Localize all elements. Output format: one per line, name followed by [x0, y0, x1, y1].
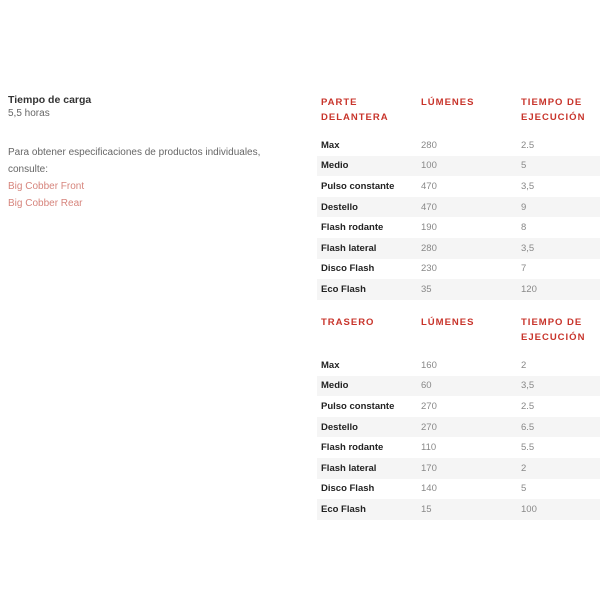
mode-name: Max: [321, 139, 340, 151]
header-run-time: TIEMPO DE EJECUCIÓN: [521, 317, 586, 343]
link-big-cobber-front[interactable]: Big Cobber Front: [8, 181, 85, 192]
lumens-value: 35: [421, 283, 432, 295]
runtime-value: 5: [521, 483, 527, 495]
header-run-time: TIEMPO DE EJECUCIÓN: [521, 97, 586, 123]
lumens-value: 470: [421, 201, 437, 213]
rear-light-table: [317, 315, 600, 520]
table-row: [317, 458, 600, 479]
lumens-value: 60: [421, 380, 432, 392]
runtime-value: 5: [521, 160, 527, 172]
table-row: [317, 238, 600, 259]
mode-name: Max: [321, 359, 340, 371]
lumens-value: 280: [421, 139, 437, 151]
table-row: [317, 396, 600, 417]
mode-name: Flash rodante: [321, 222, 384, 234]
mode-name: Eco Flash: [321, 283, 366, 295]
runtime-value: 3,5: [521, 180, 535, 192]
mode-name: Medio: [321, 380, 349, 392]
runtime-value: 6.5: [521, 421, 535, 433]
charge-time-value: 5,5 horas: [8, 108, 50, 119]
runtime-value: 9: [521, 201, 527, 213]
mode-name: Flash lateral: [321, 462, 377, 474]
runtime-value: 2: [521, 359, 527, 371]
lumens-value: 110: [421, 442, 437, 454]
front-table-header: [317, 95, 600, 135]
mode-name: Flash lateral: [321, 242, 377, 254]
runtime-value: 2.5: [521, 139, 535, 151]
lumens-value: 100: [421, 160, 437, 172]
header-rear-mode: TRASERO: [321, 317, 375, 328]
lumens-value: 15: [421, 503, 432, 515]
mode-name: Medio: [321, 160, 349, 172]
runtime-value: 3,5: [521, 242, 535, 254]
spec-info-text: Para obtener especificaciones de productos individuales, consulte:: [8, 147, 261, 175]
link-big-cobber-rear[interactable]: Big Cobber Rear: [8, 198, 83, 209]
table-row: [317, 479, 600, 500]
runtime-value: 5.5: [521, 442, 535, 454]
mode-name: Pulso constante: [321, 400, 395, 412]
lumens-value: 140: [421, 483, 437, 495]
table-row: [317, 499, 600, 520]
table-row: [317, 197, 600, 218]
lumens-value: 270: [421, 421, 437, 433]
mode-name: Pulso constante: [321, 180, 395, 192]
mode-name: Destello: [321, 201, 358, 213]
runtime-value: 7: [521, 263, 527, 275]
runtime-value: 120: [521, 283, 537, 295]
mode-name: Eco Flash: [321, 503, 366, 515]
header-front-mode: PARTE DELANTERA: [321, 97, 389, 123]
charge-info: [8, 93, 298, 212]
table-row: [317, 437, 600, 458]
mode-name: Destello: [321, 421, 358, 433]
table-row: [317, 156, 600, 177]
rear-table-header: [317, 315, 600, 355]
mode-name: Disco Flash: [321, 263, 375, 275]
table-row: [317, 279, 600, 300]
table-row: [317, 217, 600, 238]
runtime-value: 100: [521, 503, 537, 515]
lumens-value: 160: [421, 359, 437, 371]
lumens-value: 190: [421, 222, 437, 234]
mode-name: Disco Flash: [321, 483, 375, 495]
header-lumens: LÚMENES: [421, 97, 475, 108]
table-row: [317, 259, 600, 280]
table-row: [317, 417, 600, 438]
lumens-value: 280: [421, 242, 437, 254]
table-row: [317, 376, 600, 397]
lumens-value: 170: [421, 462, 437, 474]
runtime-value: 2.5: [521, 400, 535, 412]
table-row: [317, 176, 600, 197]
table-row: [317, 355, 600, 376]
runtime-value: 8: [521, 222, 527, 234]
lumens-value: 470: [421, 180, 437, 192]
front-light-table: [317, 95, 600, 300]
lumens-value: 270: [421, 400, 437, 412]
charge-time-title: Tiempo de carga: [8, 94, 92, 106]
mode-name: Flash rodante: [321, 442, 384, 454]
table-row: [317, 135, 600, 156]
runtime-value: 2: [521, 462, 527, 474]
runtime-value: 3,5: [521, 380, 535, 392]
lumens-value: 230: [421, 263, 437, 275]
header-lumens: LÚMENES: [421, 317, 475, 328]
